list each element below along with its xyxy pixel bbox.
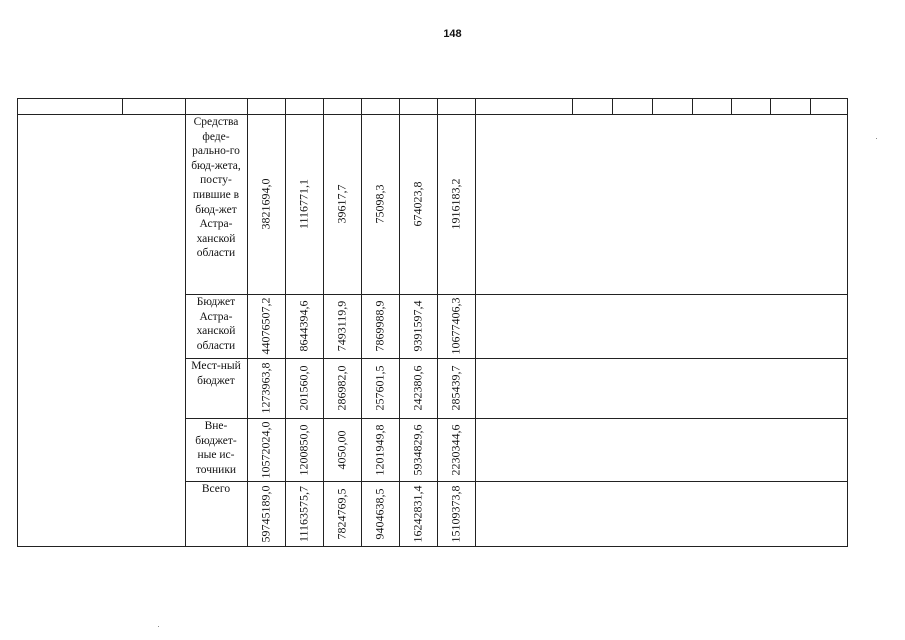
column-header-5 bbox=[285, 99, 323, 114]
value-cell bbox=[285, 358, 323, 418]
column-header-16 bbox=[770, 99, 810, 114]
column-header-10 bbox=[475, 99, 572, 114]
value-cell bbox=[361, 418, 399, 481]
column-header-17 bbox=[810, 99, 848, 114]
value-text: 201560,0 bbox=[296, 365, 311, 411]
funding-source-label: Вне-бюджет-ные ис-точники bbox=[195, 420, 237, 476]
value-cell bbox=[323, 358, 361, 418]
row-rule bbox=[475, 294, 848, 295]
column-header-2 bbox=[122, 99, 185, 114]
value-text: 7869988,9 bbox=[372, 300, 387, 352]
value-cell bbox=[285, 418, 323, 481]
value-cell bbox=[247, 418, 285, 481]
value-text: 2230344,6 bbox=[448, 424, 463, 475]
value-cell bbox=[361, 358, 399, 418]
value-text: 8644394,6 bbox=[296, 300, 311, 352]
scan-speck bbox=[876, 138, 877, 139]
value-text: 59745189,0 bbox=[258, 485, 273, 543]
row-rule bbox=[475, 481, 848, 482]
value-text: 674023,8 bbox=[410, 181, 425, 227]
value-text: 7824769,5 bbox=[334, 488, 349, 540]
value-cell bbox=[399, 481, 437, 547]
value-text: 9391597,4 bbox=[410, 300, 425, 352]
column-header-8 bbox=[399, 99, 437, 114]
value-cell bbox=[437, 418, 475, 481]
value-text: 4050,00 bbox=[334, 430, 349, 469]
value-cell bbox=[437, 358, 475, 418]
scan-speck bbox=[158, 626, 159, 627]
column-header-6 bbox=[323, 99, 361, 114]
value-cell bbox=[323, 294, 361, 358]
value-text: 1201949,8 bbox=[372, 424, 387, 475]
funding-source-label: Всего bbox=[201, 483, 231, 495]
value-text: 10677406,3 bbox=[448, 297, 463, 355]
funding-source-label: Мест-ный бюджет bbox=[191, 360, 241, 387]
column-header-12 bbox=[612, 99, 652, 114]
value-text: 15109373,8 bbox=[448, 485, 463, 543]
value-text: 286982,0 bbox=[334, 365, 349, 411]
value-text: 1916183,2 bbox=[448, 178, 463, 230]
value-text: 1200850,0 bbox=[296, 424, 311, 475]
column-header-14 bbox=[692, 99, 731, 114]
value-cell bbox=[361, 114, 399, 294]
value-text: 16242831,4 bbox=[410, 485, 425, 543]
value-text: 9404638,5 bbox=[372, 488, 387, 540]
value-cell bbox=[399, 358, 437, 418]
value-cell bbox=[399, 418, 437, 481]
value-cell bbox=[247, 481, 285, 547]
value-cell bbox=[247, 114, 285, 294]
value-text: 1116771,1 bbox=[296, 178, 311, 230]
value-cell bbox=[285, 114, 323, 294]
value-cell bbox=[437, 294, 475, 358]
col-rule bbox=[185, 98, 186, 547]
column-header-15 bbox=[731, 99, 770, 114]
value-text: 44076507,2 bbox=[258, 297, 273, 355]
value-text: 5934829,6 bbox=[410, 424, 425, 475]
value-cell bbox=[323, 418, 361, 481]
value-text: 11163575,7 bbox=[296, 485, 311, 543]
column-header-11 bbox=[572, 99, 612, 114]
value-cell bbox=[247, 294, 285, 358]
value-text: 3821694,0 bbox=[258, 178, 273, 230]
page-number: 148 bbox=[443, 28, 462, 40]
funding-source-label: Бюджет Астра-ханской области bbox=[196, 296, 236, 352]
funding-source-label: Средства феде-рально-го бюд-жета, посту-пившие в бюд-жет Астра-ханской области bbox=[191, 116, 241, 260]
value-cell bbox=[247, 358, 285, 418]
column-header-7 bbox=[361, 99, 399, 114]
value-cell bbox=[361, 481, 399, 547]
value-cell bbox=[399, 294, 437, 358]
column-header-9 bbox=[437, 99, 475, 114]
value-cell bbox=[399, 114, 437, 294]
value-text: 1273963,8 bbox=[258, 362, 273, 414]
value-text: 39617,7 bbox=[334, 184, 349, 224]
value-cell bbox=[437, 481, 475, 547]
column-header-3 bbox=[185, 99, 247, 114]
row-rule bbox=[475, 358, 848, 359]
column-header-4 bbox=[247, 99, 285, 114]
value-text: 7493119,9 bbox=[334, 300, 349, 352]
value-cell bbox=[323, 481, 361, 547]
value-cell bbox=[285, 481, 323, 547]
value-text: 285439,7 bbox=[448, 365, 463, 411]
col-rule bbox=[475, 98, 476, 547]
value-text: 257601,5 bbox=[372, 365, 387, 411]
value-text: 75098,3 bbox=[372, 184, 387, 224]
value-text: 10572024,0 bbox=[258, 421, 273, 478]
value-text: 242380,6 bbox=[410, 365, 425, 411]
value-cell bbox=[437, 114, 475, 294]
row-rule bbox=[475, 418, 848, 419]
value-cell bbox=[285, 294, 323, 358]
column-header-1 bbox=[17, 99, 122, 114]
value-cell bbox=[361, 294, 399, 358]
column-header-13 bbox=[652, 99, 692, 114]
value-cell bbox=[323, 114, 361, 294]
